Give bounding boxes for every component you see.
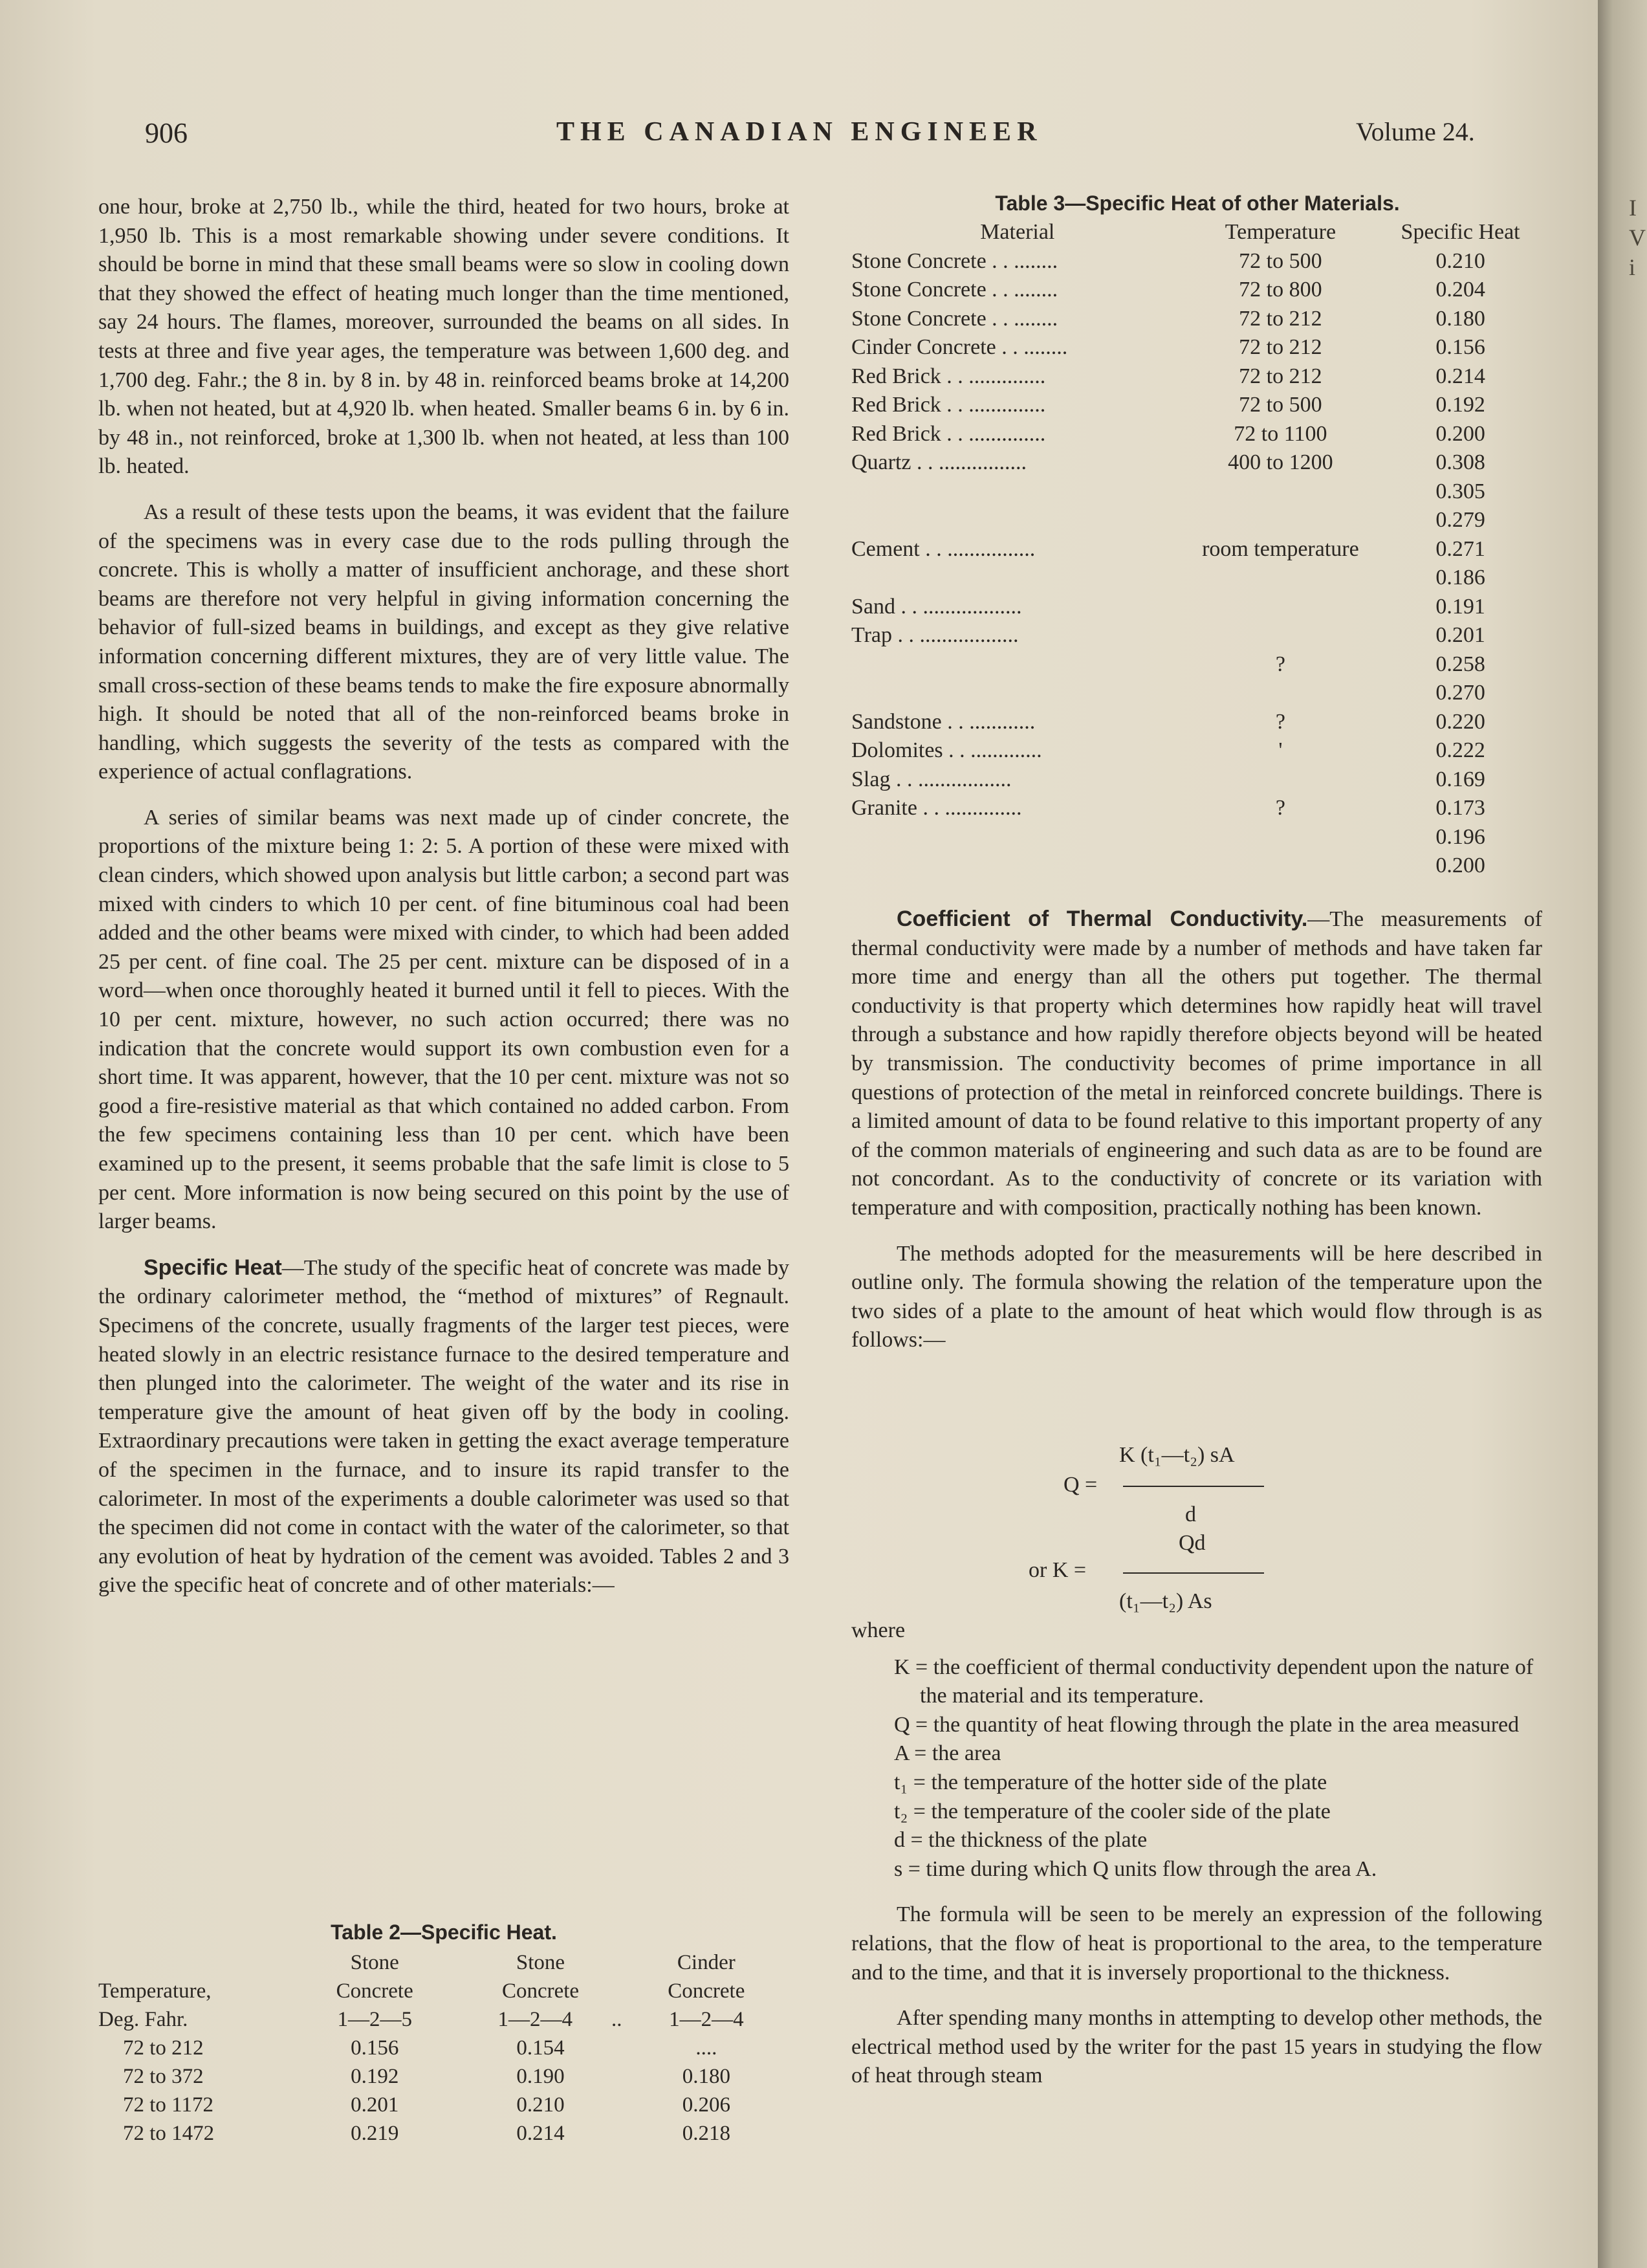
table-row bbox=[851, 276, 1543, 305]
fraction-bar bbox=[1123, 1486, 1264, 1487]
table-cell bbox=[851, 852, 1184, 881]
column-header: 1—2—4 bbox=[669, 2008, 744, 2031]
column-header: Material bbox=[980, 220, 1055, 244]
table-cell: Stone Concrete . . ........ bbox=[851, 278, 1058, 302]
definition: Q = the quantity of heat flowing through the plate in the area measured bbox=[894, 1712, 1520, 1737]
table-cell bbox=[851, 506, 1184, 535]
formula-lhs: Q = bbox=[1063, 1473, 1098, 1497]
section-heading: Specific Heat bbox=[144, 1255, 282, 1280]
table-row bbox=[851, 650, 1543, 679]
definition: t₁ = the temperature of the hotter side of the plate bbox=[894, 1770, 1327, 1794]
table-row bbox=[851, 765, 1543, 795]
table-3 bbox=[851, 192, 1543, 881]
table-cell: 0.200 bbox=[1435, 853, 1485, 877]
table-cell: Trap . . .................. bbox=[851, 623, 1019, 647]
paragraph: The methods adopted for the measurements will be here described in outline only. The formula showing the relation of the temperature upon the two sides of a plate to the amount of heat which would flow through is as follows:— bbox=[851, 1241, 1542, 1352]
table-cell: 0.305 bbox=[1435, 479, 1485, 503]
table-row bbox=[851, 736, 1543, 765]
table-caption: Table 2—Specific Heat. bbox=[331, 1921, 557, 1944]
table-cell: 0.196 bbox=[1435, 824, 1485, 849]
table-cell: 0.218 bbox=[682, 2122, 730, 2145]
table-row bbox=[98, 2062, 789, 2091]
table-cell: 0.169 bbox=[1435, 767, 1485, 791]
paragraph: one hour, broke at 2,750 lb., while the third, heated for two hours, broke at 1,950 lb. This is a most remarkable showing under severe conditions. It should be borne in mind that these small beams were so slow in cooling down that they showed the effect of heating much longer than the time mentioned, say 24 hours. The flames, moreover, surrounded the beams on all sides. In tests at three and five year ages, the temperature was between 1,600 deg. and 1,700 deg. Fahr.; the 8 in. by 8 in. by 48 in. reinforced beams broke at 14,200 lb. when not heated, but at 4,920 lb. when heated. Smaller beams 6 in. by 6 in. by 48 in., not reinforced, broke at 1,300 lb. when not heated, at less than 100 lb. heated. bbox=[98, 195, 789, 479]
table-cell: Cement . . ................ bbox=[851, 536, 1036, 561]
table-row bbox=[98, 2091, 789, 2119]
table-row bbox=[851, 362, 1543, 391]
table-cell: Stone Concrete . . ........ bbox=[851, 306, 1058, 331]
table-row bbox=[851, 564, 1543, 593]
table-cell: 0.186 bbox=[1435, 566, 1485, 589]
column-header: Cinder bbox=[677, 1951, 736, 1974]
table-cell: Sandstone . . ............ bbox=[851, 709, 1036, 734]
where-label: where bbox=[851, 1618, 906, 1642]
table-cell: 0.200 bbox=[1435, 421, 1485, 446]
table-2 bbox=[98, 1921, 789, 2148]
definition: K = the coefficient of thermal conductivity dependent upon the nature of the material and its temperature. bbox=[894, 1655, 1534, 1708]
table-row bbox=[851, 247, 1543, 276]
table-cell: ' bbox=[1278, 738, 1283, 762]
table-cell: 0.258 bbox=[1435, 652, 1485, 676]
table-cell bbox=[1184, 679, 1378, 708]
table-cell: 72 to 500 bbox=[1239, 393, 1322, 417]
table-cell: 0.308 bbox=[1435, 450, 1485, 474]
table-cell bbox=[851, 650, 1184, 679]
table-row bbox=[851, 333, 1543, 362]
fraction-bar bbox=[1123, 1572, 1264, 1574]
column-header: Specific Heat bbox=[1401, 220, 1520, 244]
right-column bbox=[851, 905, 1542, 1355]
formula-lhs: or K = bbox=[1029, 1558, 1087, 1582]
table-cell: 0.210 bbox=[516, 2093, 565, 2117]
formula-denominator: d bbox=[1185, 1503, 1196, 1526]
table-row bbox=[851, 593, 1543, 622]
paragraph: A series of similar beams was next made up of cinder concrete, the proportions of the mixture being 1: 2: 5. A portion of these were mixed with clean cinders, which showed upon analysis but little carbon; a second part was mixed with cinders to which 10 per cent. of fine bituminous coal had been added and the other beams were mixed with cinder, to which had been added 25 per cent. of fine coal. The 25 per cent. mixture can be disposed of in a word—when once thoroughly heated it burned until it fell to pieces. With the 10 per cent. mixture, however, no such action occurred; there was no indication that the concrete would support its own combustion even for a short time. It was apparent, however, that the 10 per cent. mixture was not so good a fire-resistive material as that which contained no added carbon. From the few specimens containing less than 10 per cent. which have been examined up to the present, it seems probable that the safe limit is close to 5 per cent. More information is now being secured on this point by the use of larger beams. bbox=[98, 805, 789, 1234]
table-cell bbox=[1184, 564, 1378, 593]
column-header bbox=[457, 2005, 623, 2034]
paragraph bbox=[851, 905, 1542, 1223]
table-row bbox=[851, 391, 1543, 420]
table-cell: 72 to 1172 bbox=[123, 2093, 213, 2117]
paragraph bbox=[98, 1253, 789, 1600]
table-row bbox=[851, 621, 1543, 650]
table-row bbox=[98, 2034, 789, 2062]
edge-letter: I bbox=[1629, 195, 1637, 221]
table-cell: Cinder Concrete . . ........ bbox=[851, 335, 1068, 359]
mix-ratio: 1—2—4 bbox=[497, 2008, 573, 2031]
table-header-row bbox=[98, 1948, 789, 1977]
table-cell: 0.204 bbox=[1435, 278, 1485, 302]
table-cell: 0.219 bbox=[351, 2122, 399, 2145]
table-cell: 72 to 212 bbox=[123, 2036, 204, 2060]
table-row bbox=[851, 794, 1543, 823]
table-cell: 72 to 1472 bbox=[123, 2122, 215, 2145]
adjacent-page-edge bbox=[1598, 0, 1647, 2268]
table-row bbox=[851, 506, 1543, 535]
table-cell: 0.191 bbox=[1435, 594, 1485, 619]
table-cell: 0.201 bbox=[351, 2093, 399, 2117]
formula-numerator: K (t₁—t₂) sA bbox=[1119, 1443, 1235, 1467]
column-header: Concrete bbox=[336, 1979, 413, 2003]
table-cell: 72 to 800 bbox=[1239, 278, 1322, 302]
table-row bbox=[851, 478, 1543, 507]
table-cell: 0.220 bbox=[1435, 709, 1485, 734]
table-cell: Sand . . .................. bbox=[851, 594, 1022, 619]
table-cell: 72 to 212 bbox=[1239, 306, 1322, 331]
table-cell: ? bbox=[1275, 709, 1285, 734]
table-row bbox=[851, 852, 1543, 881]
left-column bbox=[98, 193, 789, 1600]
table-cell: 0.173 bbox=[1435, 796, 1485, 820]
table-cell: 0.270 bbox=[1435, 681, 1485, 705]
table-cell: 0.214 bbox=[1435, 364, 1485, 388]
table-cell: 72 to 500 bbox=[1239, 248, 1322, 273]
definition: A = the area bbox=[894, 1741, 1001, 1766]
table-cell: Red Brick . . .............. bbox=[851, 421, 1046, 446]
column-header: Stone bbox=[350, 1951, 399, 1974]
table-cell: 0.190 bbox=[516, 2065, 565, 2088]
running-header bbox=[0, 116, 1598, 155]
leader-dots: .. bbox=[611, 2008, 622, 2031]
table-cell: 0.192 bbox=[1435, 393, 1485, 417]
journal-title: THE CANADIAN ENGINEER bbox=[556, 117, 1043, 147]
table-row bbox=[851, 823, 1543, 852]
formula-numerator: Qd bbox=[1179, 1531, 1206, 1555]
table-cell: 0.210 bbox=[1435, 248, 1485, 273]
column-header: Stone bbox=[516, 1951, 565, 1974]
table-row bbox=[851, 679, 1543, 708]
table-cell: 0.154 bbox=[516, 2036, 565, 2060]
table-row bbox=[851, 305, 1543, 334]
table-cell: 0.214 bbox=[516, 2122, 565, 2145]
formula-definitions bbox=[851, 1616, 1542, 2091]
column-header: Concrete bbox=[501, 1979, 580, 2003]
table-cell: room temperature bbox=[1202, 536, 1359, 561]
table-cell: 0.271 bbox=[1435, 536, 1485, 561]
definition: d = the thickness of the plate bbox=[894, 1828, 1148, 1853]
table-cell bbox=[1184, 621, 1378, 650]
table-cell: 72 to 212 bbox=[1239, 364, 1322, 388]
table-cell bbox=[1184, 478, 1378, 507]
table-cell: Red Brick . . .............. bbox=[851, 393, 1046, 417]
column-header: Concrete bbox=[668, 1979, 745, 2003]
volume-label: Volume 24. bbox=[1356, 117, 1475, 146]
specific-heat-table bbox=[98, 1948, 789, 2148]
table-cell bbox=[1184, 765, 1378, 795]
table-cell: 0.180 bbox=[1435, 306, 1485, 331]
edge-letter: V bbox=[1629, 225, 1646, 250]
table-cell: Slag . . ................. bbox=[851, 767, 1012, 791]
table-cell bbox=[851, 679, 1184, 708]
table-cell: 72 to 372 bbox=[123, 2065, 204, 2088]
table-row bbox=[851, 420, 1543, 449]
column-header: 1—2—5 bbox=[337, 2008, 412, 2031]
table-cell: Granite . . .............. bbox=[851, 796, 1022, 820]
section-heading: Coefficient of Thermal Conductivity. bbox=[897, 907, 1308, 931]
table-cell: 0.222 bbox=[1435, 738, 1485, 762]
materials-specific-heat-table bbox=[851, 218, 1543, 881]
table-cell: 72 to 1100 bbox=[1234, 421, 1327, 446]
table-cell: ? bbox=[1275, 796, 1285, 820]
table-cell: 0.201 bbox=[1435, 623, 1485, 647]
table-cell: Red Brick . . .............. bbox=[851, 364, 1046, 388]
table-cell: Dolomites . . ............. bbox=[851, 738, 1042, 762]
table-header-row bbox=[98, 2005, 789, 2034]
table-row bbox=[851, 708, 1543, 737]
table-cell: 0.180 bbox=[682, 2065, 730, 2088]
column-header: Temperature, bbox=[98, 1979, 212, 2003]
formula-denominator: (t₁—t₂) As bbox=[1119, 1589, 1212, 1613]
table-header-row bbox=[98, 1977, 789, 2005]
table-caption: Table 3—Specific Heat of other Materials. bbox=[995, 192, 1400, 215]
table-cell: 0.192 bbox=[351, 2065, 399, 2088]
table-cell bbox=[851, 478, 1184, 507]
paragraph: After spending many months in attempting to develop other methods, the electrical method used by the writer for the past 15 years in studying the flow of heat through steam bbox=[851, 2006, 1542, 2088]
paragraph-text: —The study of the specific heat of concrete was made by the ordinary calorimeter method, the “method of mixtures” of Regnault. Specimens of the concrete, usually fragments of the larger test pieces, were heated slowly in an electric resistance furnace to the desired temperature and then plunged into the calorimeter. The weight of the water and its rise in temperature give the amount of heat given off by the body in cooling. Extraordinary precautions were taken in getting the exact average temperature of the specimen in the furnace, and to insure its rapid transfer to the calorimeter. In most of the experiments a double calorimeter was used so that the specimen did not come in contact with the water of the calorimeter, so that any evolution of heat by hydration of the cement was avoided. Tables 2 and 3 give the specific heat of concrete and of other materials:— bbox=[98, 1255, 789, 1598]
table-cell: 0.279 bbox=[1435, 508, 1485, 532]
table-cell bbox=[1184, 823, 1378, 852]
table-cell bbox=[1184, 852, 1378, 881]
table-cell: 400 to 1200 bbox=[1228, 450, 1333, 474]
table-cell: 0.156 bbox=[351, 2036, 399, 2060]
table-cell: ? bbox=[1275, 652, 1285, 676]
table-row bbox=[851, 535, 1543, 564]
table-cell bbox=[851, 564, 1184, 593]
table-row bbox=[98, 2119, 789, 2148]
table-cell: 0.206 bbox=[682, 2093, 730, 2117]
table-cell: 72 to 212 bbox=[1239, 335, 1322, 359]
page-number: 906 bbox=[145, 117, 188, 149]
table-cell: .... bbox=[695, 2036, 717, 2060]
table-cell: Stone Concrete . . ........ bbox=[851, 248, 1058, 273]
paragraph: The formula will be seen to be merely an expression of the following relations, that the flow of heat is proportional to the area, to the temperature and to the time, and that it is inversely proportional to the thickness. bbox=[851, 1902, 1542, 1985]
column-header: Temperature bbox=[1225, 220, 1336, 244]
paragraph: As a result of these tests upon the beams, it was evident that the failure of the specimens was in every case due to the rods pulling through the concrete. This is wholly a matter of insufficient anchorage, and these short beams are therefore not very helpful in giving information concerning the behavior of full-sized beams in buildings, and except as they give relative information concerning different mixtures, they are of very little value. The small cross-section of these beams tends to make the fire exposure abnormally high. It should be noted that all of the non-reinforced beams broke in handling, which suggests the severity of the tests as compared with the experience of actual conflagrations. bbox=[98, 500, 789, 784]
paragraph-text: —The measurements of thermal conductivity were made by a number of methods and have taken far more time and energy than all the others put together. The thermal conductivity is that property which determines how rapidly heat will travel through a substance and how rapidly therefore objects beyond will be heated by transmission. The conductivity becomes of prime importance in all questions of protection of the metal in reinforced concrete buildings. There is a limited amount of data to be found relative to this important property of any of the common materials of engineering and such data as are to be found are not concordant. As to the conductivity of concrete or its variation with temperature and with composition, practically nothing has been known. bbox=[851, 907, 1543, 1220]
table-cell: Quartz . . ................ bbox=[851, 450, 1027, 474]
column-header: Deg. Fahr. bbox=[98, 2008, 188, 2031]
column-header bbox=[98, 1948, 292, 1977]
table-cell bbox=[1184, 593, 1378, 622]
table-cell bbox=[1184, 506, 1378, 535]
definition: s = time during which Q units flow through the area A. bbox=[894, 1856, 1377, 1881]
table-cell bbox=[851, 823, 1184, 852]
table-row bbox=[851, 448, 1543, 478]
edge-letter: i bbox=[1629, 254, 1636, 280]
definition: t₂ = the temperature of the cooler side of the plate bbox=[894, 1799, 1331, 1823]
table-cell: 0.156 bbox=[1435, 335, 1485, 359]
table-header-row bbox=[851, 218, 1543, 247]
